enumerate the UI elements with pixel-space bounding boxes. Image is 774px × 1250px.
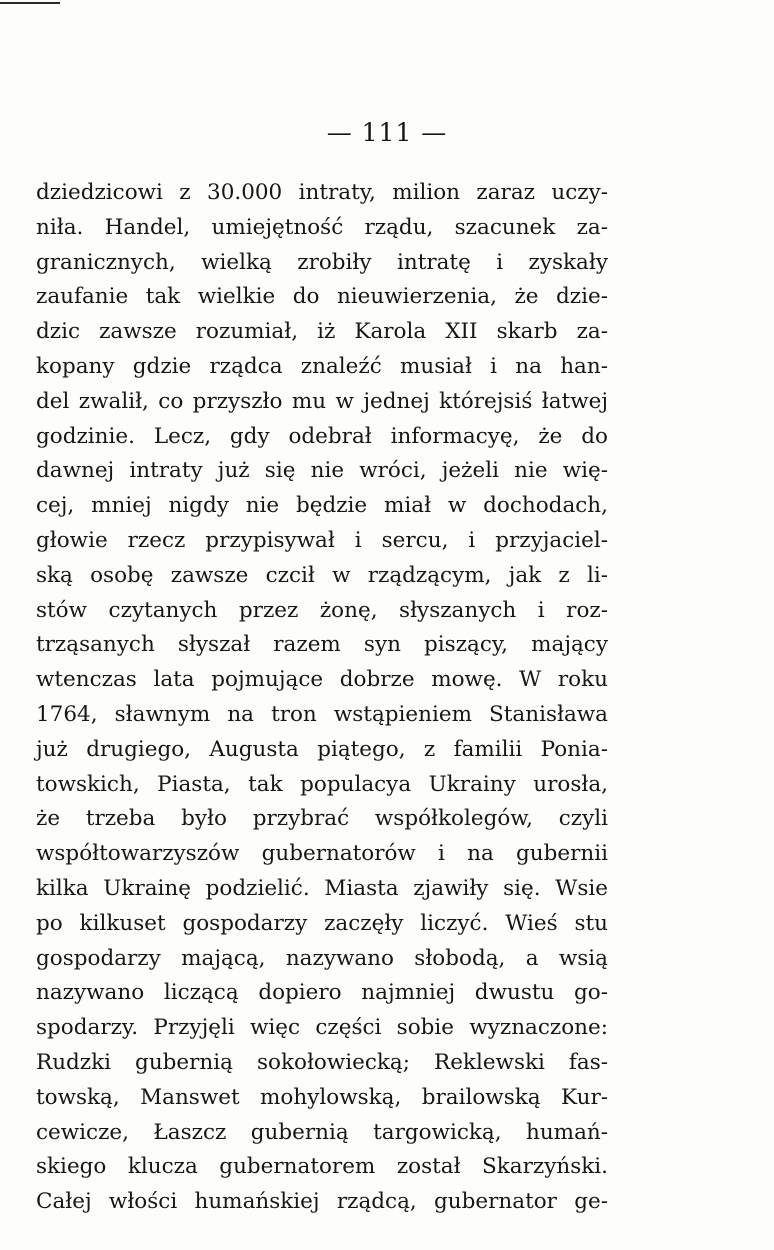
text-line: Rudzki gubernią sokołowiecką; Reklewski fas- [36,1049,608,1075]
text-line: Całej włości humańskiej rządcą, gubernator ge- [36,1189,608,1215]
text-line: spodarzy. Przyjęli więc części sobie wyznaczone: [36,1015,608,1041]
text-line: współtowarzyszów gubernatorów i na gubernii [36,841,608,867]
text-line: ską osobę zawsze czcił w rządzącym, jak z li- [36,562,608,588]
text-line: granicznych, wielką zrobiły intratę i zyskały [36,249,608,275]
text-line: towską, Manswet mohylowską, brailowską Kur- [36,1084,608,1110]
text-line: trząsanych słyszał razem syn piszący, mający [36,632,608,658]
text-line: towskich, Piasta, tak populacya Ukrainy urosła, [36,771,608,797]
text-line: 1764, sławnym na tron wstąpieniem Stanisława [36,701,608,727]
text-line: dawnej intraty już się nie wróci, jeżeli nie wię- [36,458,608,484]
text-line: cewicze, Łaszcz gubernią targowicką, humań- [36,1119,608,1145]
text-line: już drugiego, Augusta piątego, z familii Ponia- [36,736,608,762]
text-line: stów czytanych przez żonę, słyszanych i roz- [36,597,608,623]
text-line: dzic zawsze rozumiał, iż Karola XII skarb za- [36,319,608,345]
body-text [36,176,608,1220]
text-line: skiego klucza gubernatorem został Skarzyński. [36,1154,608,1180]
text-line: że trzeba było przybrać współkolegów, czyli [36,806,608,832]
text-line: dziedzicowi z 30.000 intraty, milion zaraz uczy- [36,180,608,205]
text-line: kilka Ukrainę podzielić. Miasta zjawiły się. Wsie [36,875,608,901]
text-line: głowie rzecz przypisywał i sercu, i przyjaciel- [36,527,608,553]
page-number: — 111 — [326,118,448,147]
text-line: gospodarzy mającą, nazywano słobodą, a wsią [36,945,608,971]
text-line: del zwalił, co przyszło mu w jednej którejsiś łatwej [36,388,608,414]
text-line: kopany gdzie rządca znaleźć musiał i na han- [36,353,608,379]
text-line: niła. Handel, umiejętność rządu, szacunek za- [36,214,608,240]
text-line: nazywano liczącą dopiero najmniej dwustu go- [36,980,608,1006]
text-line: po kilkuset gospodarzy zaczęły liczyć. Wieś stu [36,910,608,936]
top-edge-mark [0,2,60,4]
text-line: godzinie. Lecz, gdy odebrał informacyę, że do [36,423,608,449]
text-line: cej, mniej nigdy nie będzie miał w dochodach, [36,493,608,519]
text-line: zaufanie tak wielkie do nieuwierzenia, że dzie- [36,284,608,310]
text-line: wtenczas lata pojmujące dobrze mowę. W roku [36,667,608,693]
